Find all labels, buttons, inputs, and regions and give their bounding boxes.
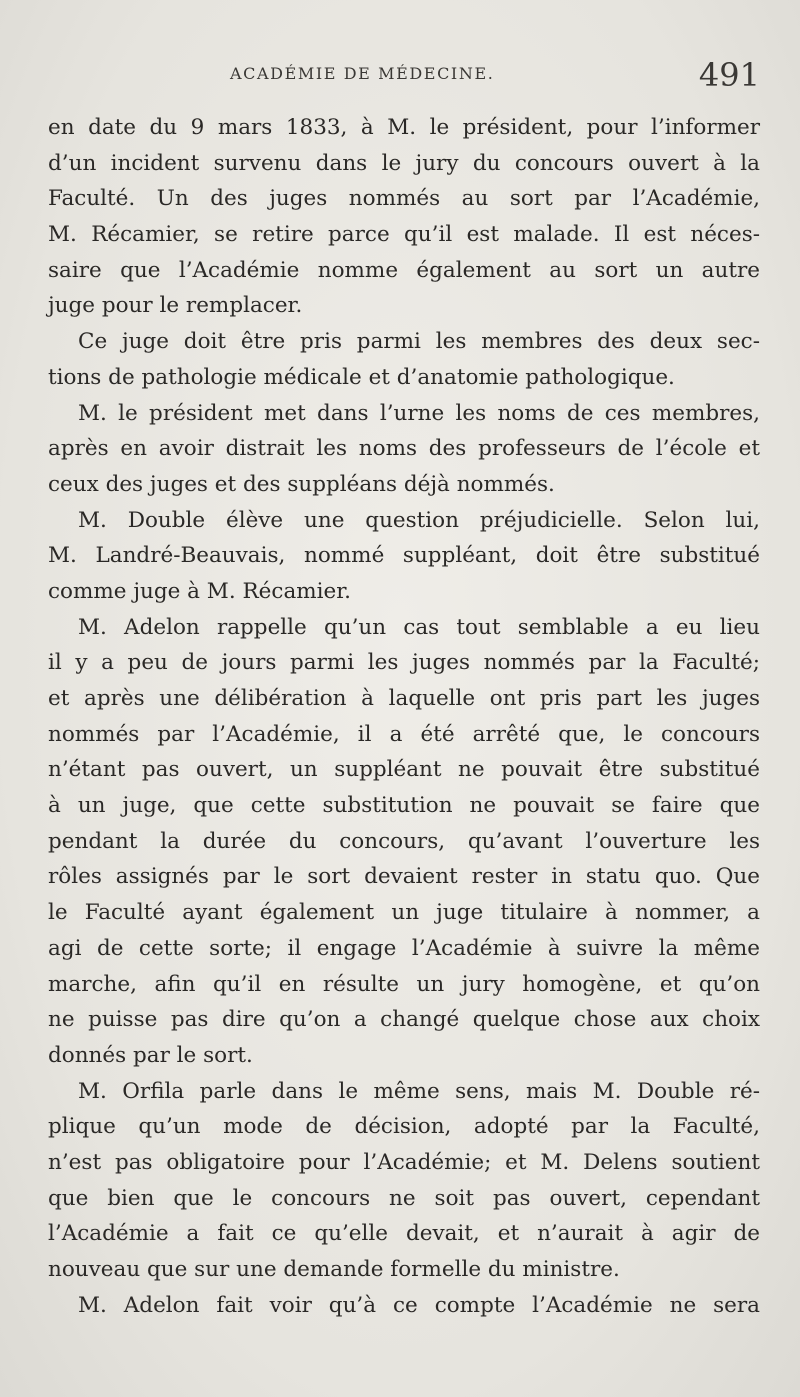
body-text — [48, 110, 760, 1323]
text-line: rôles assignés par le sort devaient rester in statu quo. Que — [48, 864, 760, 890]
text-line: Ce juge doit être pris parmi les membres des deux sec- — [78, 329, 760, 355]
text-line: comme juge à M. Récamier. — [48, 578, 351, 604]
text-line: nouveau que sur une demande formelle du ministre. — [48, 1257, 620, 1282]
page-number: 491 — [698, 56, 760, 94]
text-line: tions de pathologie médicale et d’anatomie pathologique. — [48, 364, 675, 390]
text-line: M. Landré-Beauvais, nommé suppléant, doit être substitué — [48, 543, 760, 569]
text-line: donnés par le sort. — [48, 1042, 253, 1068]
text-line: après en avoir distrait les noms des professeurs de l’école et — [48, 436, 760, 462]
text-line: M. Adelon fait voir qu’à ce compte l’Académie ne sera — [78, 1292, 760, 1318]
text-line: nommés par l’Académie, il a été arrêté que, le concours — [48, 721, 760, 747]
text-line: pendant la durée du concours, qu’avant l’ouverture les — [48, 828, 760, 854]
text-line: marche, afin qu’il en résulte un jury homogène, et qu’on — [48, 971, 760, 997]
text-line: à un juge, que cette substitution ne pouvait se faire que — [48, 793, 760, 819]
text-line: il y a peu de jours parmi les juges nommés par la Faculté; — [48, 650, 760, 676]
text-line: saire que l’Académie nomme également au sort un autre — [48, 257, 760, 283]
text-line: n’étant pas ouvert, un suppléant ne pouvait être substitué — [48, 757, 760, 783]
text-line: plique qu’un mode de décision, adopté par la Faculté, — [48, 1114, 760, 1140]
text-line: juge pour le remplacer. — [48, 293, 303, 319]
text-line: en date du 9 mars 1833, à M. le président, pour l’informer — [48, 115, 760, 140]
running-head — [50, 58, 760, 98]
text-line: le Faculté ayant également un juge titulaire à nommer, a — [48, 900, 760, 926]
text-line: d’un incident survenu dans le jury du concours ouvert à la — [48, 150, 760, 176]
text-line: ne puisse pas dire qu’on a changé quelque chose aux choix — [48, 1007, 760, 1033]
text-line: n’est pas obligatoire pour l’Académie; et M. Delens soutient — [48, 1149, 760, 1175]
text-line: M. Orfila parle dans le même sens, mais M. Double ré- — [78, 1078, 760, 1104]
text-line: ceux des juges et des suppléans déjà nommés. — [48, 471, 555, 497]
text-line: que bien que le concours ne soit pas ouvert, cependant — [48, 1185, 760, 1211]
text-line: M. le président met dans l’urne les noms de ces membres, — [78, 400, 760, 426]
text-line: agi de cette sorte; il engage l’Académie à suivre la même — [48, 935, 760, 961]
text-line: M. Double élève une question préjudicielle. Selon lui, — [78, 507, 760, 533]
text-line: et après une délibération à laquelle ont pris part les juges — [48, 686, 760, 711]
text-line: Faculté. Un des juges nommés au sort par l’Académie, — [48, 186, 760, 212]
running-head-title: ACADÉMIE DE MÉDECINE. — [230, 64, 495, 83]
text-line: l’Académie a fait ce qu’elle devait, et n’aurait à agir de — [48, 1221, 760, 1247]
text-line: M. Adelon rappelle qu’un cas tout semblable a eu lieu — [78, 614, 760, 640]
text-line: M. Récamier, se retire parce qu’il est malade. Il est néces- — [48, 222, 760, 248]
